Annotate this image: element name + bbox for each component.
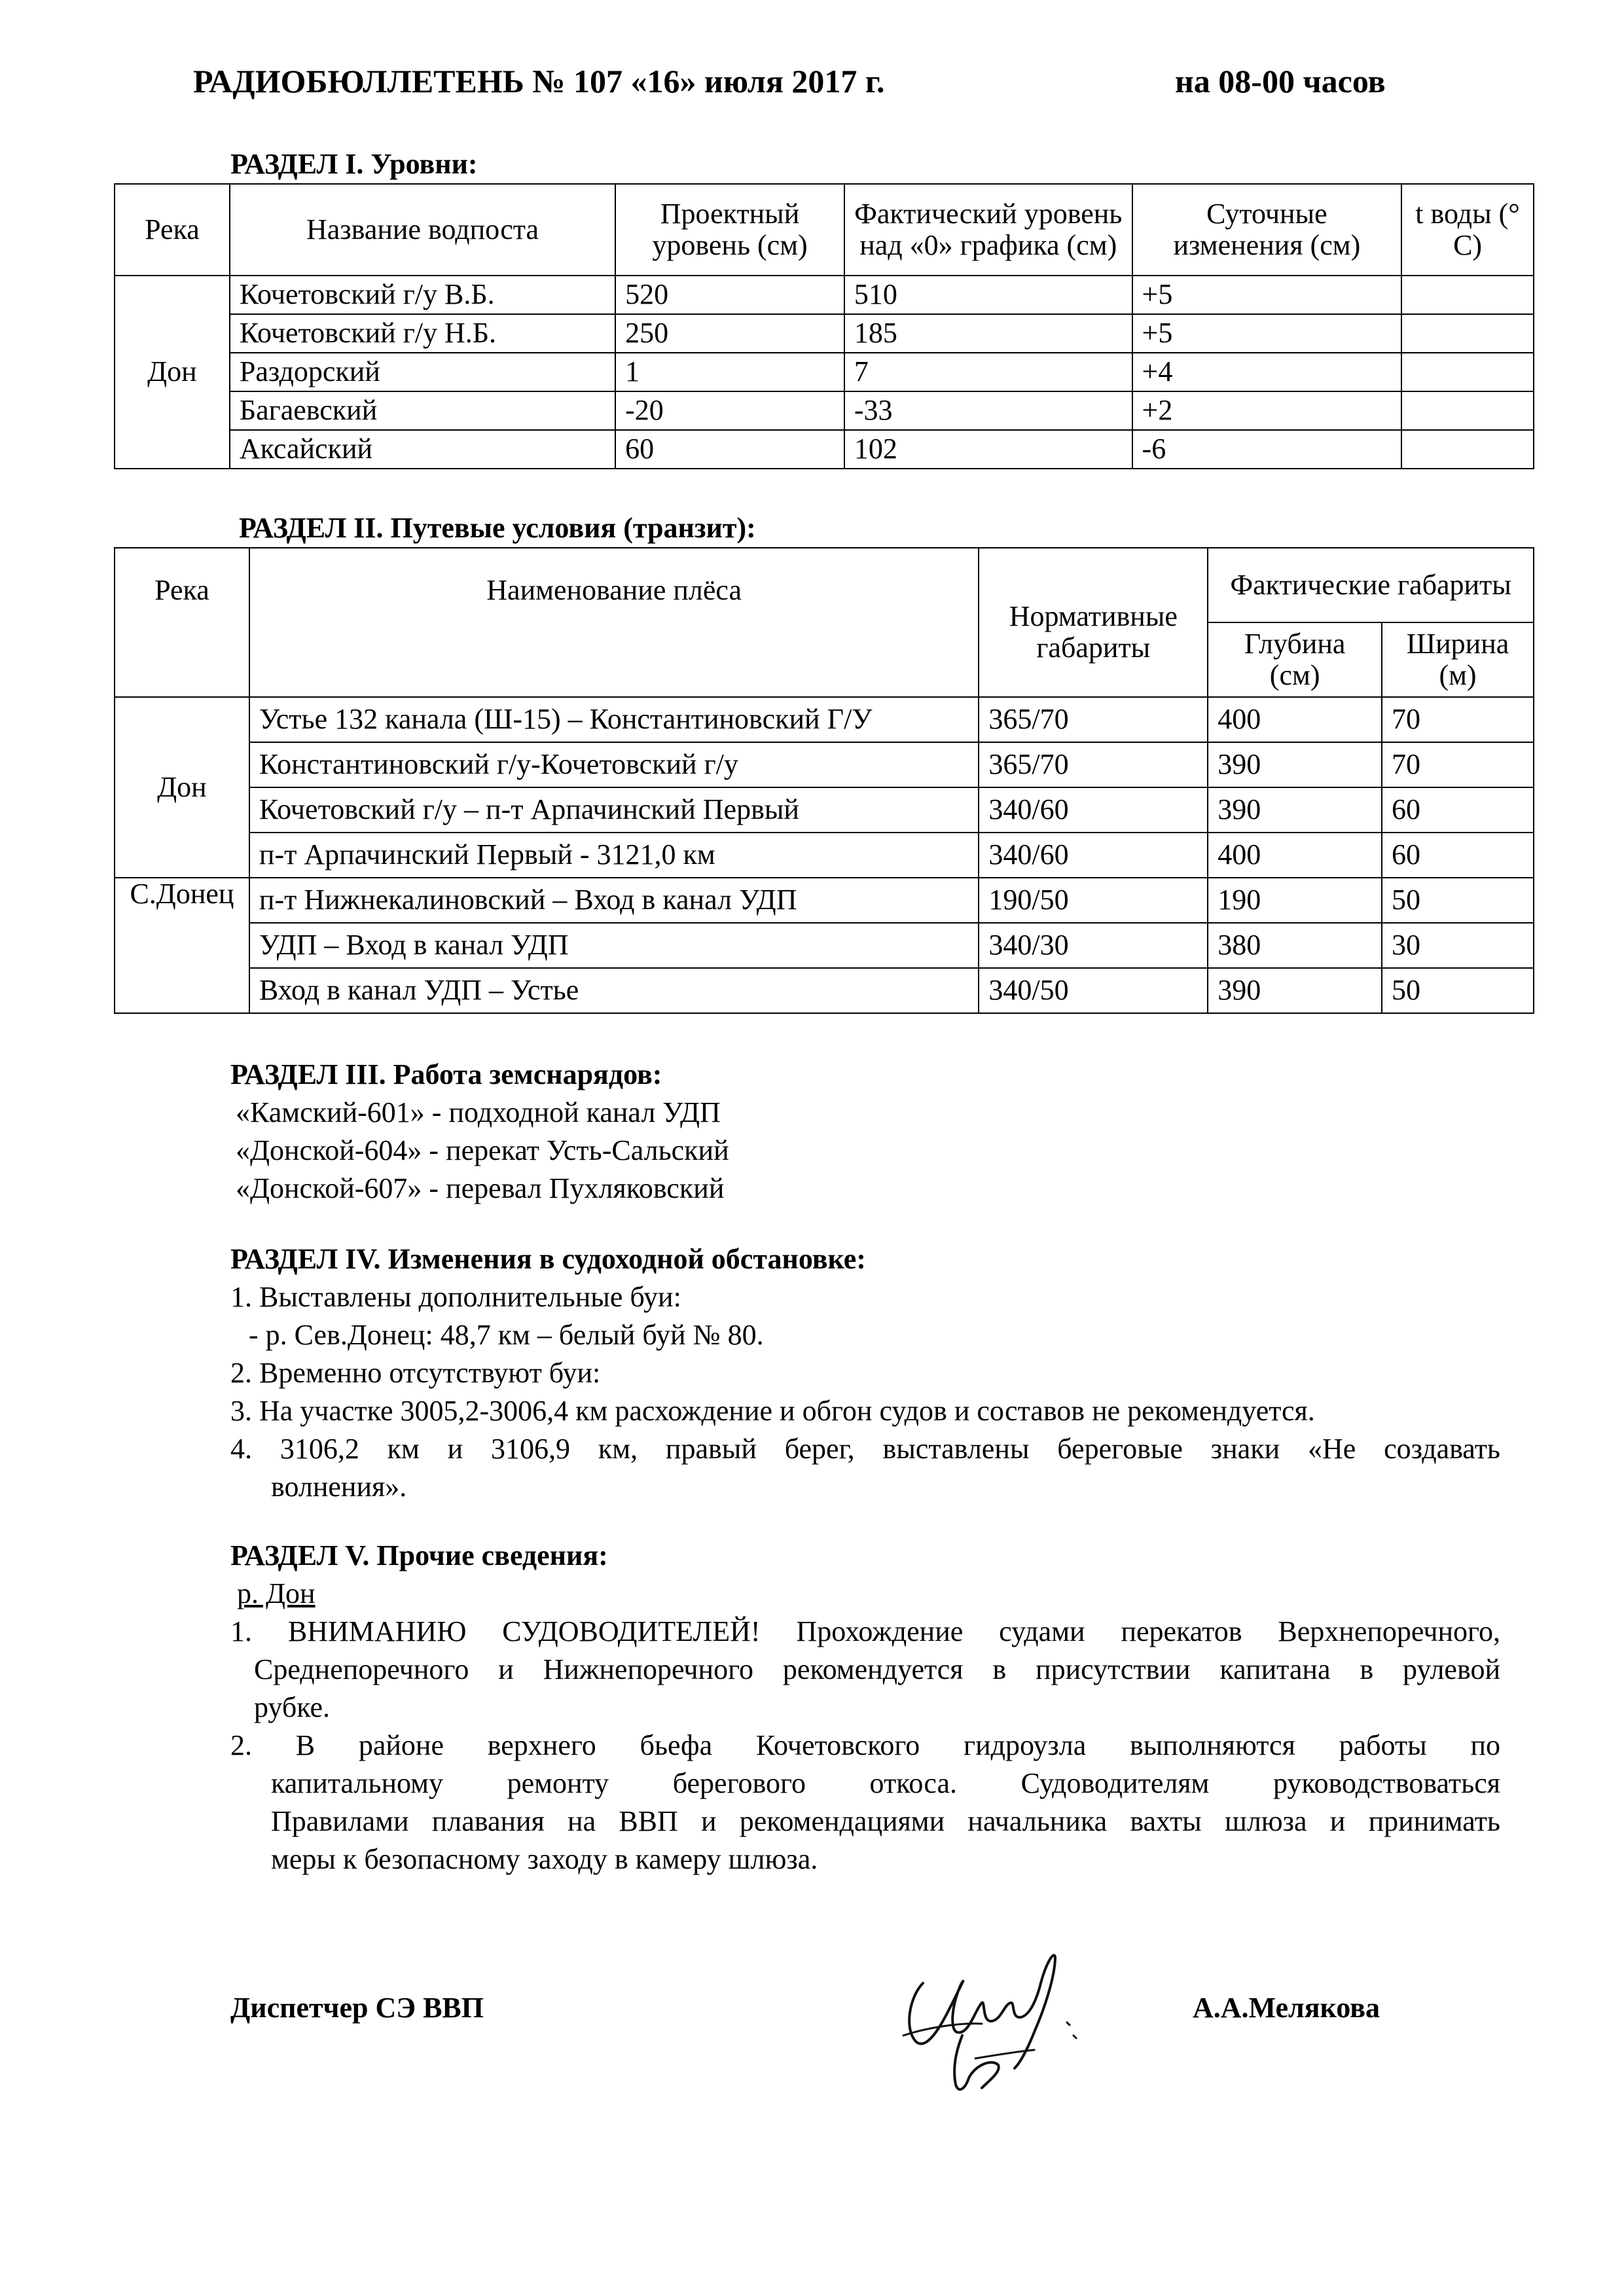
page-title — [193, 62, 1456, 100]
table-row — [115, 833, 1534, 878]
table-row — [115, 276, 1534, 314]
section5-heading: РАЗДЕЛ V. Прочие сведения: — [230, 1539, 608, 1571]
table-row — [115, 430, 1534, 469]
reach-cell: Устье 132 канала (Ш-15) – Константиновский Г/У — [249, 697, 979, 742]
col-post: Название водпоста — [230, 184, 615, 276]
norm-cell: 340/30 — [979, 923, 1208, 968]
info-line: капитальному ремонту берегового откоса. Судоводителям руководствоваться — [271, 1767, 1500, 1799]
info-line: Правилами плавания на ВВП и рекомендациями начальника вахты шлюза и принимать — [271, 1805, 1500, 1837]
post-cell: Кочетовский г/у Н.Б. — [230, 314, 615, 353]
actual-cell: 102 — [844, 430, 1132, 469]
depth-cell: 400 — [1208, 833, 1382, 878]
col-daily-change: Суточные изменения (см) — [1132, 184, 1402, 276]
actual-cell: 7 — [844, 353, 1132, 391]
col-actual-dimensions: Фактические габариты — [1208, 548, 1534, 622]
col-river: Река — [115, 184, 230, 276]
col-water-temp: t воды (° С) — [1401, 184, 1534, 276]
notice-line: 4. 3106,2 км и 3106,9 км, правый берег, выставлены береговые знаки «Не создавать — [230, 1433, 1500, 1465]
section1-heading: РАЗДЕЛ I. Уровни: — [230, 148, 478, 180]
dredger-item: «Камский-601» - подходной канал УДП — [236, 1096, 721, 1128]
norm-cell: 340/50 — [979, 968, 1208, 1013]
width-cell: 70 — [1382, 742, 1534, 787]
post-cell: Раздорский — [230, 353, 615, 391]
post-cell: Аксайский — [230, 430, 615, 469]
river-cell: Дон — [115, 276, 230, 469]
design-cell: 250 — [615, 314, 844, 353]
norm-cell: 190/50 — [979, 878, 1208, 923]
bulletin-title: РАДИОБЮЛЛЕТЕНЬ № 107 «16» июля 2017 г. — [193, 63, 885, 99]
temp-cell — [1401, 353, 1534, 391]
table-row — [115, 787, 1534, 833]
table-row — [115, 314, 1534, 353]
section3-heading: РАЗДЕЛ III. Работа земснарядов: — [230, 1058, 662, 1090]
bulletin-time: на 08-00 часов — [1175, 63, 1386, 99]
info-line: меры к безопасному заходу в камеру шлюза. — [271, 1843, 818, 1875]
table-row — [115, 391, 1534, 430]
transit-table — [114, 547, 1534, 1014]
dispatcher-label: Диспетчер СЭ ВВП — [230, 1992, 484, 2024]
table-row — [115, 697, 1534, 742]
info-line: 1. ВНИМАНИЮ СУДОВОДИТЕЛЕЙ! Прохождение судами перекатов Верхнепоречного, — [230, 1615, 1500, 1647]
design-cell: 1 — [615, 353, 844, 391]
reach-cell: Вход в канал УДП – Устье — [249, 968, 979, 1013]
depth-cell: 400 — [1208, 697, 1382, 742]
design-cell: 520 — [615, 276, 844, 314]
section3 — [230, 1056, 729, 1208]
handwritten-signature — [884, 1937, 1100, 2108]
depth-cell: 380 — [1208, 923, 1382, 968]
norm-cell: 340/60 — [979, 787, 1208, 833]
col-actual-level: Фактический уровень над «0» графика (см) — [844, 184, 1132, 276]
table-row — [115, 968, 1534, 1013]
change-cell: +2 — [1132, 391, 1402, 430]
col-design-level: Проектный уровень (см) — [615, 184, 844, 276]
table-header-row — [115, 184, 1534, 276]
width-cell: 50 — [1382, 968, 1534, 1013]
col-normative: Нормативные габариты — [979, 548, 1208, 697]
temp-cell — [1401, 391, 1534, 430]
info-line: рубке. — [254, 1691, 331, 1723]
actual-cell: -33 — [844, 391, 1132, 430]
width-cell: 70 — [1382, 697, 1534, 742]
reach-cell: Кочетовский г/у – п-т Арпачинский Первый — [249, 787, 979, 833]
dredger-item: «Донской-607» - перевал Пухляковский — [236, 1172, 725, 1204]
notice-line: 2. Временно отсутствуют буи: — [230, 1357, 601, 1389]
table-row — [115, 353, 1534, 391]
post-cell: Кочетовский г/у В.Б. — [230, 276, 615, 314]
reach-cell: УДП – Вход в канал УДП — [249, 923, 979, 968]
depth-cell: 190 — [1208, 878, 1382, 923]
actual-cell: 510 — [844, 276, 1132, 314]
norm-cell: 365/70 — [979, 742, 1208, 787]
reach-cell: п-т Арпачинский Первый - 3121,0 км — [249, 833, 979, 878]
depth-cell: 390 — [1208, 742, 1382, 787]
table-row — [115, 878, 1534, 923]
col-depth: Глубина (см) — [1208, 622, 1382, 697]
section5 — [230, 1537, 1500, 1878]
design-cell: 60 — [615, 430, 844, 469]
reach-cell: п-т Нижнекалиновский – Вход в канал УДП — [249, 878, 979, 923]
col-reach: Наименование плёса — [249, 548, 979, 697]
col-width: Ширина (м) — [1382, 622, 1534, 697]
temp-cell — [1401, 276, 1534, 314]
notice-line: волнения». — [271, 1471, 407, 1503]
change-cell: +5 — [1132, 276, 1402, 314]
actual-cell: 185 — [844, 314, 1132, 353]
table-row — [115, 742, 1534, 787]
temp-cell — [1401, 430, 1534, 469]
post-cell: Багаевский — [230, 391, 615, 430]
col-river: Река — [115, 548, 249, 697]
info-line: Среднепоречного и Нижнепоречного рекомендуется в присутствии капитана в рулевой — [254, 1653, 1500, 1685]
dispatcher-name: А.А.Мелякова — [1193, 1992, 1380, 2024]
width-cell: 50 — [1382, 878, 1534, 923]
change-cell: +5 — [1132, 314, 1402, 353]
depth-cell: 390 — [1208, 968, 1382, 1013]
levels-table — [114, 183, 1534, 469]
change-cell: +4 — [1132, 353, 1402, 391]
table-row — [115, 923, 1534, 968]
depth-cell: 390 — [1208, 787, 1382, 833]
norm-cell: 365/70 — [979, 697, 1208, 742]
section2-heading: РАЗДЕЛ II. Путевые условия (транзит): — [239, 512, 756, 544]
notice-line: 3. На участке 3005,2-3006,4 км расхождение и обгон судов и составов не рекомендуется. — [230, 1395, 1315, 1427]
temp-cell — [1401, 314, 1534, 353]
width-cell: 60 — [1382, 787, 1534, 833]
river-subheading: р. Дон — [237, 1577, 316, 1609]
norm-cell: 340/60 — [979, 833, 1208, 878]
change-cell: -6 — [1132, 430, 1402, 469]
dredger-item: «Донской-604» - перекат Усть-Сальский — [236, 1134, 729, 1166]
info-line: 2. В районе верхнего бьефа Кочетовского гидроузла выполняются работы по — [230, 1729, 1500, 1761]
notice-line: 1. Выставлены дополнительные буи: — [230, 1281, 681, 1313]
section4 — [230, 1240, 1500, 1506]
section4-heading: РАЗДЕЛ IV. Изменения в судоходной обстановке: — [230, 1243, 866, 1275]
river-cell: Дон — [115, 697, 249, 878]
notice-line: - р. Сев.Донец: 48,7 км – белый буй № 80. — [249, 1319, 764, 1351]
design-cell: -20 — [615, 391, 844, 430]
width-cell: 30 — [1382, 923, 1534, 968]
table-header-row — [115, 548, 1534, 622]
river-cell: С.Донец — [115, 878, 249, 1013]
reach-cell: Константиновский г/у-Кочетовский г/у — [249, 742, 979, 787]
width-cell: 60 — [1382, 833, 1534, 878]
